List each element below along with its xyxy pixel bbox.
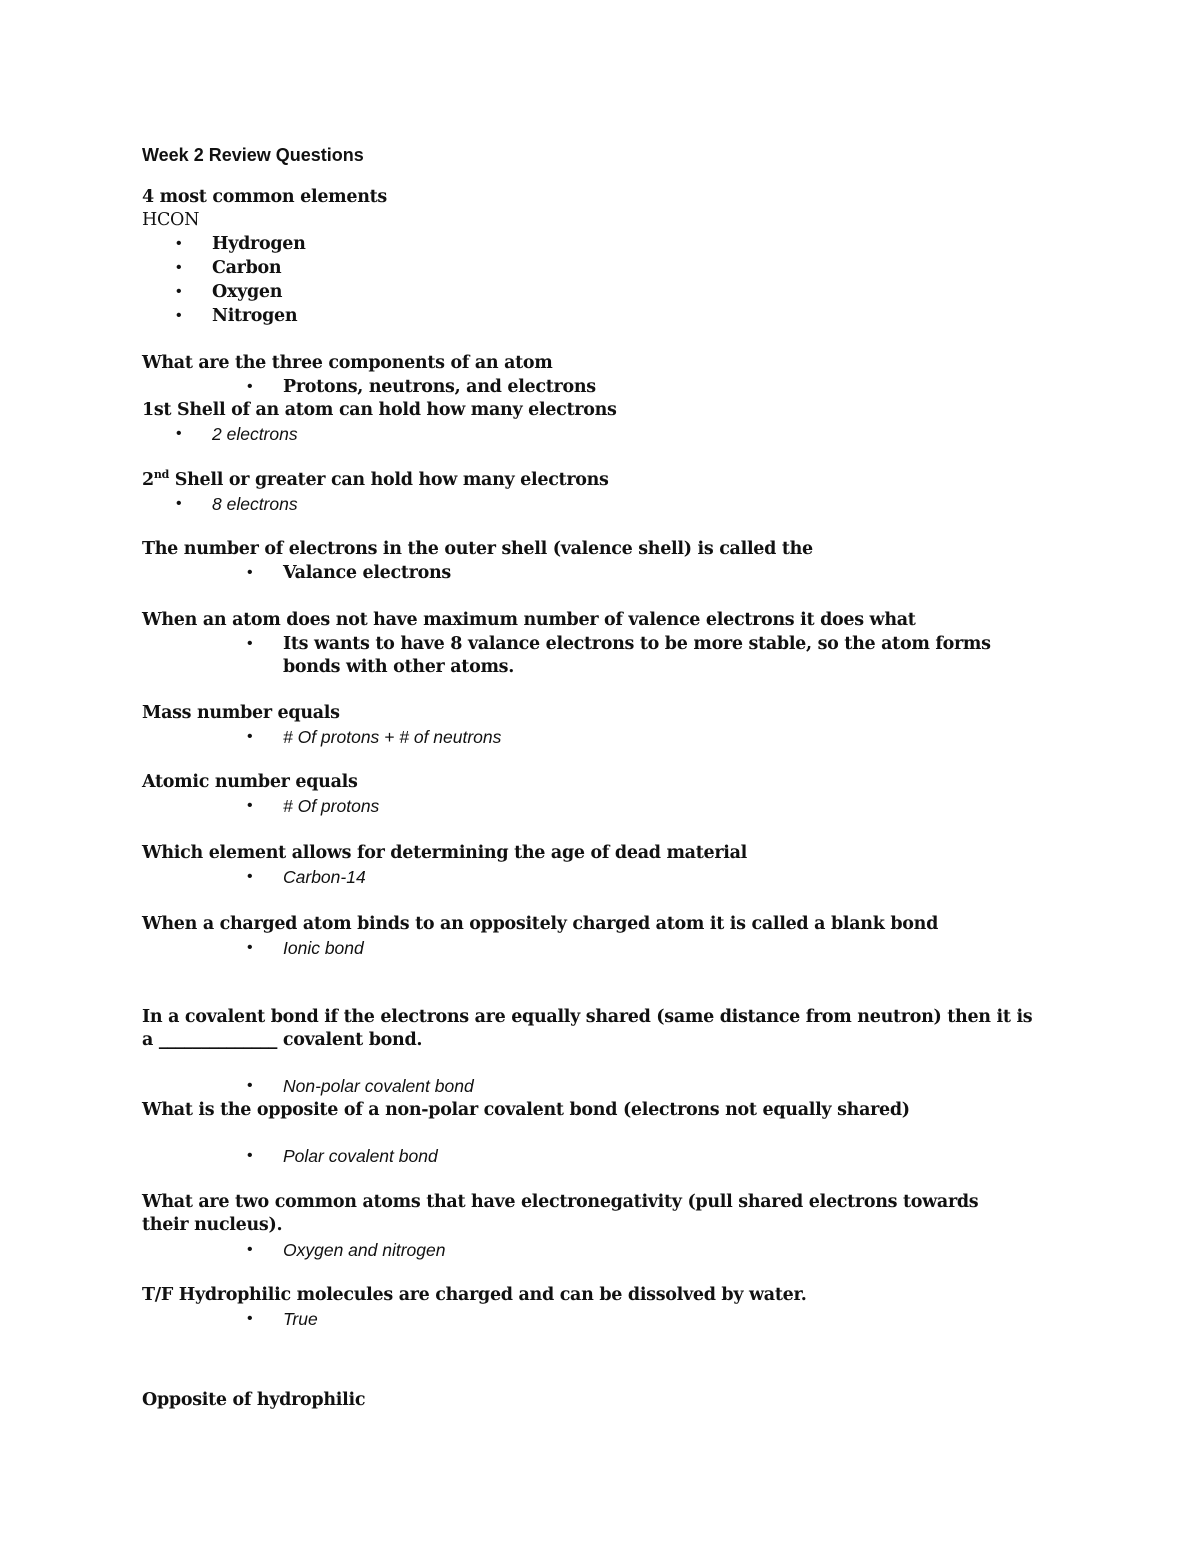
answer-text: Oxygen and nitrogen [283, 1240, 446, 1260]
bullet-icon: • [176, 235, 182, 252]
list-item: Hydrogen [212, 234, 306, 254]
bullet-icon: • [176, 495, 182, 512]
question-text: When a charged atom binds to an oppositely charged atom it is called a blank bond [142, 914, 939, 934]
answer-text: Non-polar covalent bond [283, 1076, 474, 1096]
bullet-icon: • [247, 564, 253, 581]
answer-text: 2 electrons [212, 424, 298, 444]
answer-text: 8 electrons [212, 494, 298, 514]
question-text: 1st Shell of an atom can hold how many electrons [142, 400, 617, 420]
question-text: T/F Hydrophilic molecules are charged and can be dissolved by water. [142, 1285, 807, 1305]
section-subheading: HCON [142, 210, 200, 230]
bullet-icon: • [247, 378, 253, 395]
answer-text: True [283, 1309, 318, 1329]
bullet-icon: • [247, 1147, 253, 1164]
question-text: Opposite of hydrophilic [142, 1390, 366, 1410]
answer-text: Valance electrons [283, 563, 451, 583]
bullet-icon: • [247, 1310, 253, 1327]
page-title: Week 2 Review Questions [142, 145, 364, 165]
answer-text: Polar covalent bond [283, 1146, 438, 1166]
bullet-icon: • [247, 797, 253, 814]
answer-text: # Of protons + # of neutrons [283, 727, 502, 747]
answer-text: Carbon-14 [283, 867, 366, 887]
answer-text: Protons, neutrons, and electrons [283, 377, 596, 397]
bullet-icon: • [247, 868, 253, 885]
list-item: Nitrogen [212, 306, 298, 326]
bullet-icon: • [176, 259, 182, 276]
bullet-icon: • [247, 635, 253, 652]
list-item: Carbon [212, 258, 282, 278]
bullet-icon: • [247, 1077, 253, 1094]
question-text: What are the three components of an atom [142, 353, 553, 373]
question-text: Atomic number equals [142, 772, 358, 792]
question-text: The number of electrons in the outer shell (valence shell) is called the [142, 539, 813, 559]
question-number: 2 [142, 470, 154, 490]
answer-text: # Of protons [283, 796, 380, 816]
bullet-icon: • [176, 425, 182, 442]
section-heading: 4 most common elements [142, 187, 387, 207]
question-text: What are two common atoms that have electronegativity (pull shared electrons towards their nucleus). [142, 1192, 979, 1235]
question-text: Which element allows for determining the age of dead material [142, 843, 747, 863]
question-text: What is the opposite of a non-polar covalent bond (electrons not equally shared) [142, 1100, 910, 1120]
question-text: When an atom does not have maximum number of valence electrons it does what [142, 610, 916, 630]
bullet-icon: • [247, 728, 253, 745]
question-text: Mass number equals [142, 703, 340, 723]
bullet-icon: • [176, 283, 182, 300]
answer-text: Its wants to have 8 valance electrons to be more stable, so the atom forms bonds with other atoms. [283, 634, 991, 677]
bullet-icon: • [247, 1241, 253, 1258]
answer-text: Ionic bond [283, 938, 364, 958]
bullet-icon: • [176, 307, 182, 324]
bullet-icon: • [247, 939, 253, 956]
ordinal-suffix: nd [153, 468, 169, 482]
question-rest: Shell or greater can hold how many electrons [168, 470, 609, 490]
list-item: Oxygen [212, 282, 283, 302]
question-text: In a covalent bond if the electrons are equally shared (same distance from neutron) then it is a ______________ covalent bond. [142, 1007, 1033, 1050]
question-text [142, 469, 609, 491]
